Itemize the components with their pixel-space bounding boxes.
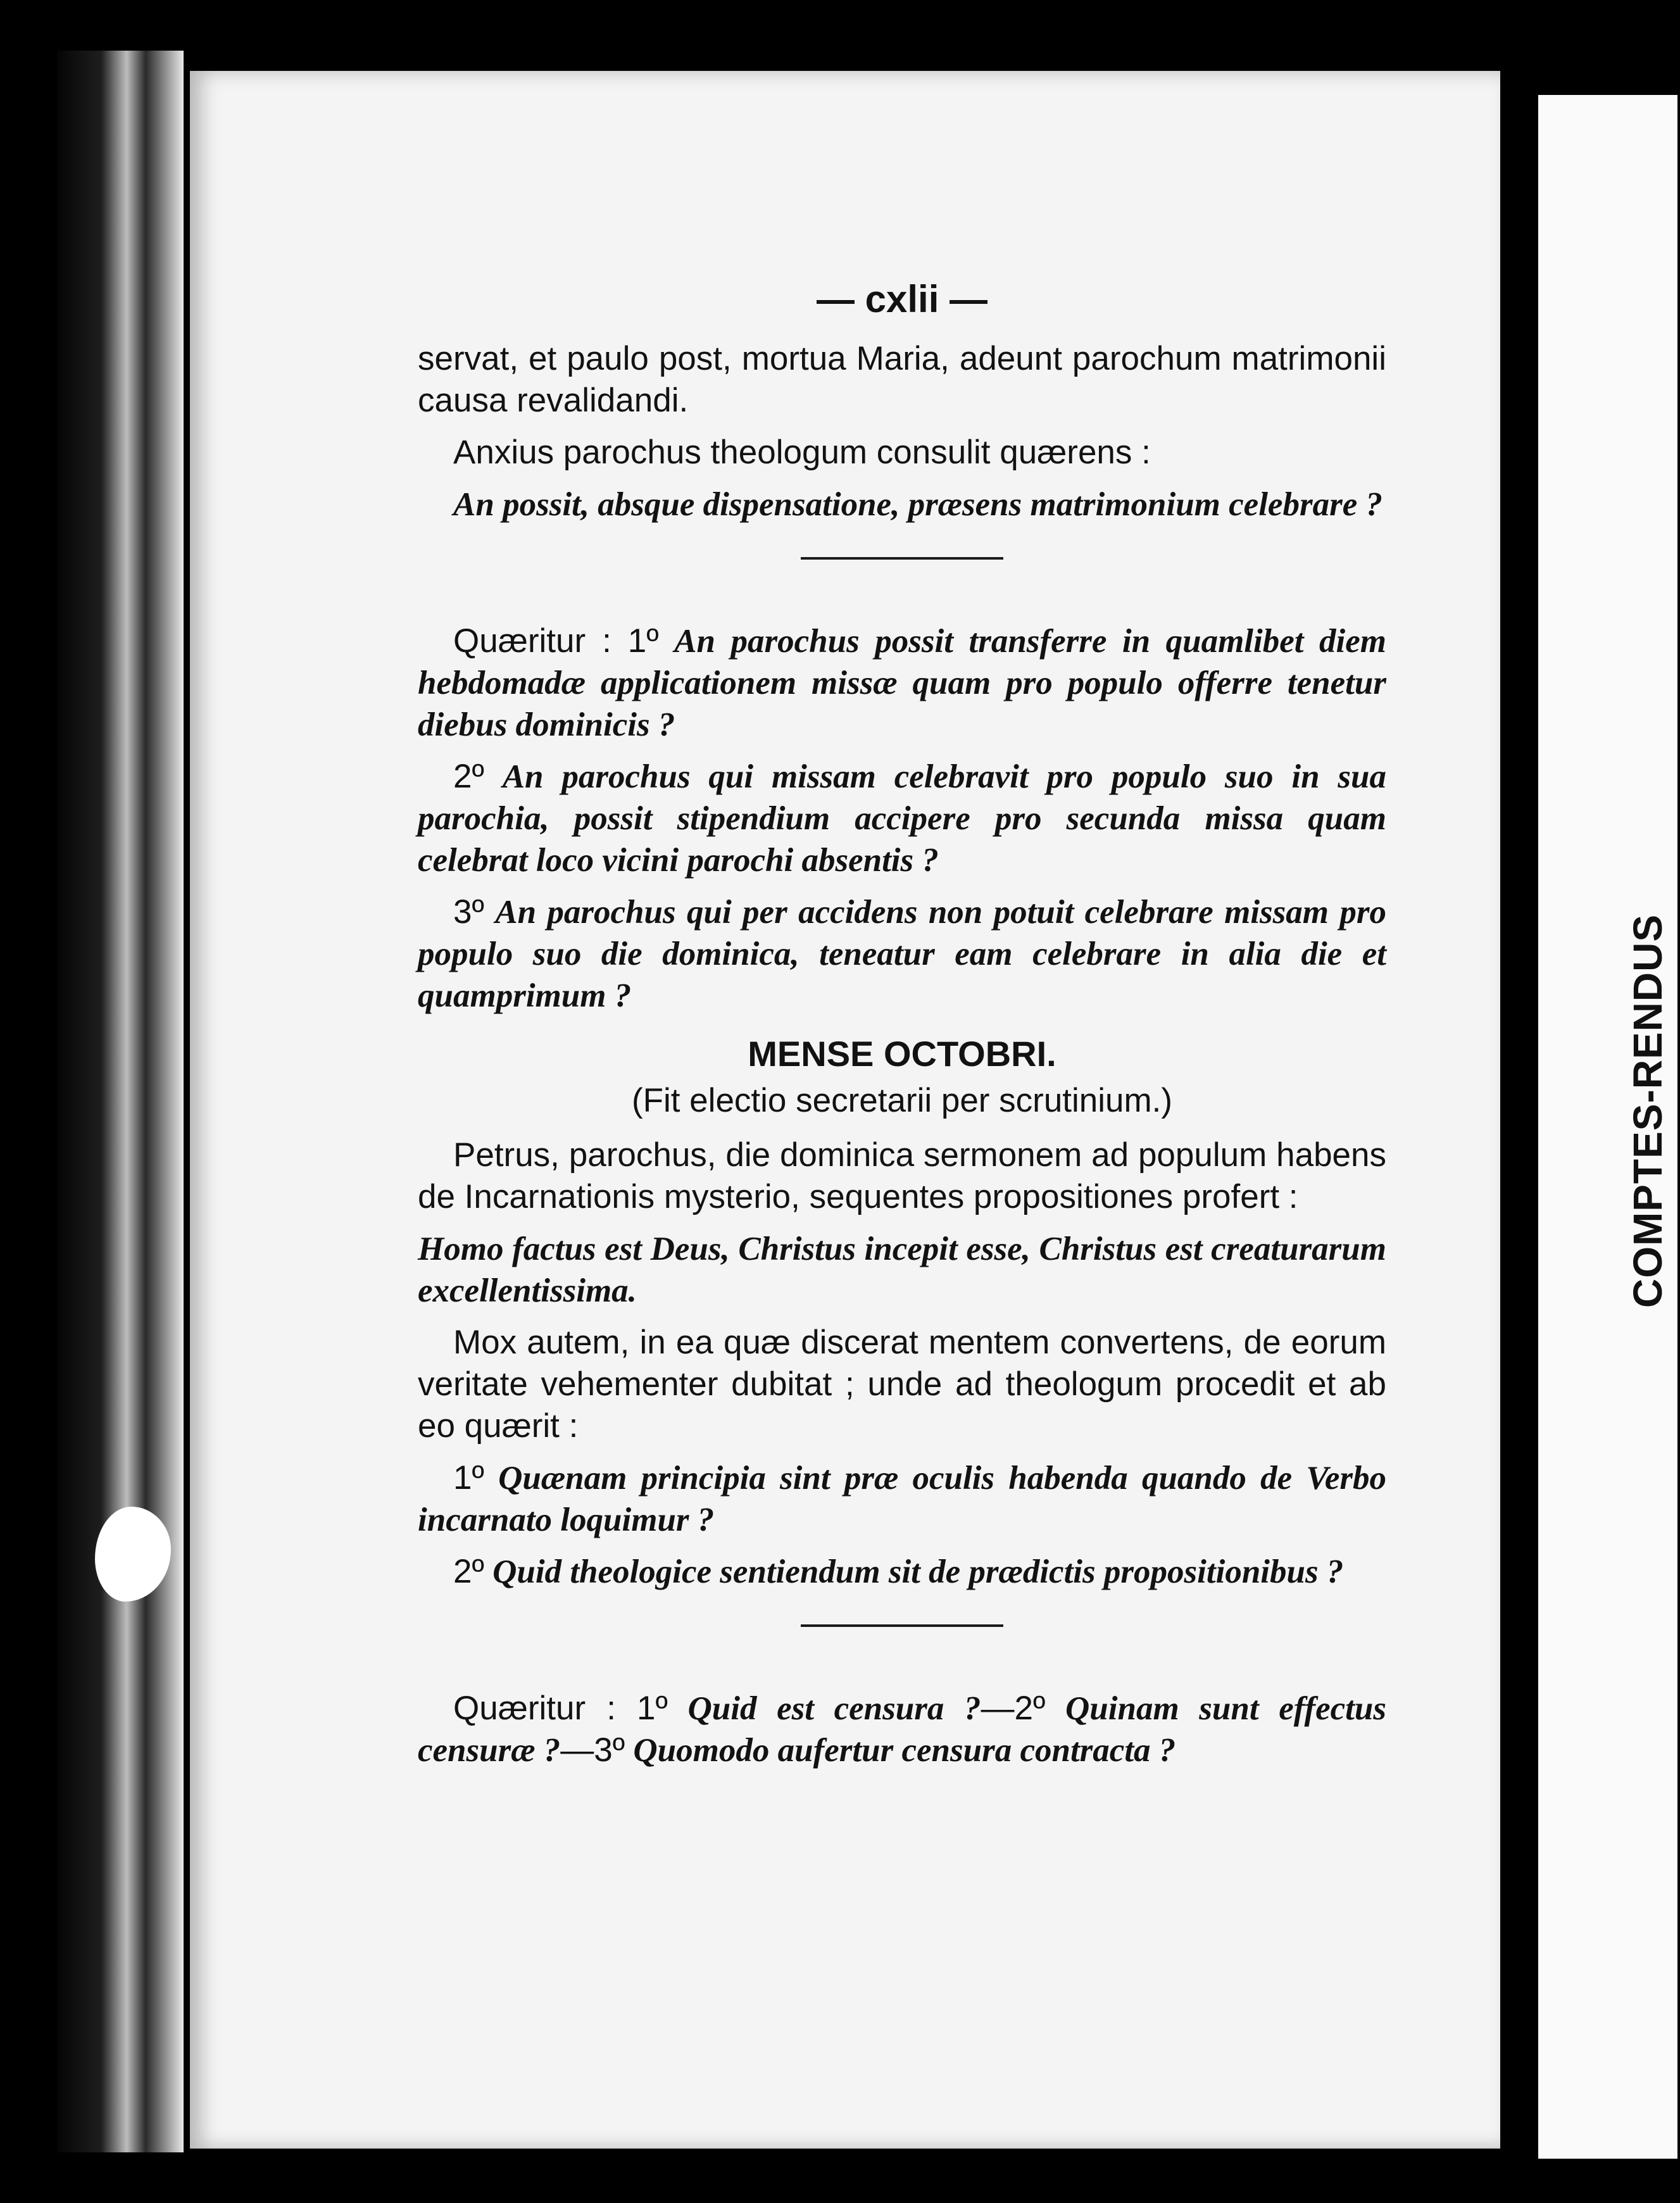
propositions-italic: Homo factus est Deus, Christus incepit esse, Christus est creaturarum excellentissima. bbox=[418, 1231, 1386, 1309]
section-heading: MENSE OCTOBRI. bbox=[748, 1034, 1056, 1074]
book-spine bbox=[57, 51, 184, 2152]
question-4-c: Quomodo aufertur censura contracta ? bbox=[633, 1732, 1176, 1769]
sub-question-1 bbox=[418, 1457, 1386, 1541]
sub-question-2-text: Quid theologice sentiendum sit de prædictis propositionibus ? bbox=[492, 1553, 1344, 1590]
question-4-label: Quæritur : 1º bbox=[453, 1690, 668, 1727]
paragraph-2: Anxius parochus theologum consulit quærens : bbox=[453, 434, 1151, 471]
sub-question-2-label: 2º bbox=[453, 1553, 484, 1590]
section-rule-2 bbox=[801, 1624, 1003, 1627]
question-3-label: 3º bbox=[453, 893, 484, 931]
question-4-b: Quinam sunt effectus censuræ ? bbox=[418, 1690, 1386, 1769]
question-2-label: 2º bbox=[453, 758, 484, 795]
section-rule-1 bbox=[801, 557, 1003, 560]
question-3 bbox=[418, 891, 1386, 1017]
sub-question-1-text: Quænam principia sint præ oculis habenda quando de Verbo incarnato loquimur ? bbox=[418, 1460, 1387, 1538]
question-4-a: Quid est censura ? bbox=[687, 1690, 981, 1727]
section-subheading: (Fit electio secretarii per scrutinium.) bbox=[631, 1082, 1173, 1119]
sub-question-1-label: 1º bbox=[453, 1459, 484, 1497]
sub-question-2 bbox=[418, 1551, 1386, 1593]
paragraph-6: Mox autem, in ea quæ discerat mentem convertens, de eorum veritate vehementer dubitat ; unde ad theologum procedit et ab eo quærit : bbox=[418, 1324, 1386, 1445]
question-1-text: An parochus possit transferre in quamlibet diem hebdomadæ applicationem missæ quam pro populo offerre tenetur diebus dominicis ? bbox=[418, 623, 1386, 743]
question-1-label: Quæritur : 1º bbox=[453, 622, 659, 660]
question-1 bbox=[418, 620, 1386, 746]
question-4 bbox=[418, 1688, 1386, 1771]
page-number: — cxlii — bbox=[816, 278, 988, 320]
question-4-b-label: —2º bbox=[981, 1690, 1046, 1727]
paragraph-3 bbox=[418, 484, 1386, 525]
side-tab-label: COMPTES-RENDUS bbox=[1625, 913, 1671, 1309]
page-text-block bbox=[418, 279, 1386, 1771]
question-italic: An possit, absque dispensatione, præsens matrimonium celebrare ? bbox=[453, 486, 1382, 523]
question-3-text: An parochus qui per accidens non potuit celebrare missam pro populo suo die dominica, teneatur eam celebrare in alia die et quamprimum ? bbox=[418, 894, 1387, 1014]
side-section-tab bbox=[1619, 913, 1676, 1309]
question-2 bbox=[418, 756, 1386, 881]
paragraph-4: Petrus, parochus, die dominica sermonem ad populum habens de Incarnationis mysterio, sequentes propositiones profert : bbox=[418, 1136, 1386, 1215]
paragraph-1: servat, et paulo post, mortua Maria, adeunt parochum matrimonii causa revalidandi. bbox=[418, 340, 1386, 419]
question-4-c-label: —3º bbox=[560, 1731, 625, 1769]
paragraph-5 bbox=[418, 1228, 1386, 1312]
question-2-text: An parochus qui missam celebravit pro populo suo in sua parochia, possit stipendium accipere pro secunda missa quam celebrat loco vicini parochi absentis ? bbox=[418, 758, 1387, 879]
